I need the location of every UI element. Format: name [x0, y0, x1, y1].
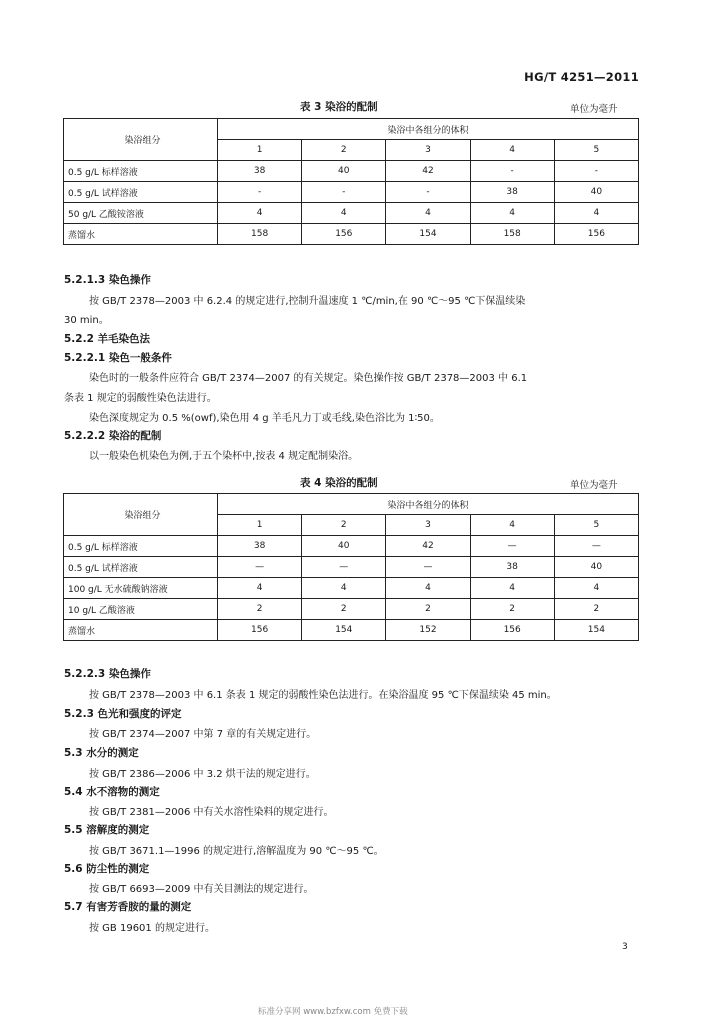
- table-row: [64, 224, 639, 245]
- table4-cell: —: [470, 536, 554, 557]
- table3-cell: 4: [470, 203, 554, 224]
- table4-col: 4: [470, 515, 554, 536]
- table4-row-label: 100 g/L 无水硫酸钠溶液: [64, 578, 218, 599]
- table4-col: 1: [218, 515, 302, 536]
- table3-cell: 154: [386, 224, 470, 245]
- section-5-2-2-3-title: 5.2.2.3 染色操作: [64, 668, 151, 680]
- table3-cell: -: [302, 182, 386, 203]
- table4-cell: 2: [386, 599, 470, 620]
- section-5-2-2-title: 5.2.2 羊毛染色法: [64, 333, 151, 345]
- table4-caption: 表 4 染浴的配制: [300, 477, 378, 489]
- standard-number: HG/T 4251—2011: [524, 70, 639, 84]
- section-5-6-text: 按 GB/T 6693—2009 中有关目测法的规定进行。: [89, 884, 314, 895]
- table-row: [64, 182, 639, 203]
- table4-cell: 42: [386, 536, 470, 557]
- section-5-5-text: 按 GB/T 3671.1—1996 的规定进行,溶解温度为 90 ℃～95 ℃。: [89, 846, 384, 857]
- table-row: [64, 161, 639, 182]
- section-5-7-text: 按 GB 19601 的规定进行。: [89, 923, 215, 934]
- table3-cell: 42: [386, 161, 470, 182]
- table4-cell: 156: [218, 620, 302, 641]
- table3-cell: 40: [302, 161, 386, 182]
- table4-cell: 4: [386, 578, 470, 599]
- table4-cell: 156: [470, 620, 554, 641]
- section-5-7-title: 5.7 有害芳香胺的量的测定: [64, 901, 192, 913]
- section-5-4-title: 5.4 水不溶物的测定: [64, 786, 160, 798]
- section-5-2-3-title: 5.2.3 色光和强度的评定: [64, 708, 182, 720]
- table3-cell: -: [218, 182, 302, 203]
- table4-row-label: 0.5 g/L 标样溶液: [64, 536, 218, 557]
- table3-col: 5: [554, 140, 638, 161]
- table4-cell: 4: [554, 578, 638, 599]
- section-5-2-1-3-text-cont: 30 min。: [64, 315, 109, 326]
- section-5-6-title: 5.6 防尘性的测定: [64, 863, 150, 875]
- table3-cell: 158: [218, 224, 302, 245]
- section-5-2-1-3-title: 5.2.1.3 染色操作: [64, 274, 151, 286]
- section-5-4-text: 按 GB/T 2381—2006 中有关水溶性染料的规定进行。: [89, 807, 334, 818]
- section-5-2-2-1-text: 染色时的一般条件应符合 GB/T 2374—2007 的有关规定。染色操作按 GB/T 2378—2003 中 6.1: [89, 373, 528, 384]
- table4-cell: 4: [302, 578, 386, 599]
- table4-cell: 154: [554, 620, 638, 641]
- table3-caption: 表 3 染浴的配制: [300, 101, 378, 113]
- table3-cell: -: [554, 161, 638, 182]
- section-5-3-text: 按 GB/T 2386—2006 中 3.2 烘干法的规定进行。: [89, 769, 316, 780]
- table4-cell: 2: [470, 599, 554, 620]
- table4: [63, 493, 639, 641]
- table4-cell: 40: [554, 557, 638, 578]
- table3-cell: 156: [554, 224, 638, 245]
- table4-cell: 2: [218, 599, 302, 620]
- table4-col: 2: [302, 515, 386, 536]
- section-5-3-title: 5.3 水分的测定: [64, 747, 139, 759]
- section-5-2-2-1-text-2: 染色深度规定为 0.5 %(owf),染色用 4 g 羊毛凡力丁或毛线,染色浴比为 1∶50。: [89, 413, 440, 424]
- table3-cell: 4: [218, 203, 302, 224]
- table4-cell: 40: [302, 536, 386, 557]
- table3-cell: 4: [554, 203, 638, 224]
- table3: [63, 118, 639, 245]
- table-row: [64, 578, 639, 599]
- section-5-2-1-3-text: 按 GB/T 2378—2003 中 6.2.4 的规定进行,控制升温速度 1 ℃/min,在 90 ℃～95 ℃下保温续染: [89, 296, 526, 307]
- table3-cell: -: [470, 161, 554, 182]
- section-5-2-2-3-text: 按 GB/T 2378—2003 中 6.1 条表 1 规定的弱酸性染色法进行。在染浴温度 95 ℃下保温续染 45 min。: [89, 690, 557, 701]
- table3-col: 1: [218, 140, 302, 161]
- page-number: 3: [622, 942, 628, 952]
- section-5-2-2-1-text-cont: 条表 1 规定的弱酸性染色法进行。: [64, 393, 217, 404]
- table4-cell: 154: [302, 620, 386, 641]
- table3-cell: 156: [302, 224, 386, 245]
- table3-cell: 38: [218, 161, 302, 182]
- table3-row-label: 0.5 g/L 标样溶液: [64, 161, 218, 182]
- table3-col-header: 染浴组分: [64, 119, 218, 161]
- table4-group-header: 染浴中各组分的体积: [218, 494, 639, 515]
- table-row: [64, 203, 639, 224]
- table3-col: 2: [302, 140, 386, 161]
- table4-unit: 单位为毫升: [570, 480, 618, 491]
- table4-cell: —: [554, 536, 638, 557]
- table4-cell: 38: [470, 557, 554, 578]
- table4-cell: 4: [470, 578, 554, 599]
- table3-cell: 4: [302, 203, 386, 224]
- table3-row-label: 50 g/L 乙酸铵溶液: [64, 203, 218, 224]
- table3-cell: 40: [554, 182, 638, 203]
- table-row: [64, 599, 639, 620]
- table3-cell: 158: [470, 224, 554, 245]
- table4-row-label: 10 g/L 乙酸溶液: [64, 599, 218, 620]
- section-5-2-2-2-title: 5.2.2.2 染浴的配制: [64, 430, 162, 442]
- table-row: [64, 557, 639, 578]
- table4-cell: 4: [218, 578, 302, 599]
- table4-cell: —: [386, 557, 470, 578]
- footer-watermark: 标准分享网 www.bzfxw.com 免费下载: [258, 1007, 408, 1017]
- table4-cell: 2: [302, 599, 386, 620]
- table-row: [64, 536, 639, 557]
- table4-col-header: 染浴组分: [64, 494, 218, 536]
- table4-cell: —: [302, 557, 386, 578]
- table3-unit: 单位为毫升: [570, 104, 618, 115]
- section-5-2-2-2-text: 以一般染色机染色为例,于五个染杯中,按表 4 规定配制染浴。: [89, 451, 359, 462]
- table3-cell: 38: [470, 182, 554, 203]
- table4-col: 3: [386, 515, 470, 536]
- table3-col: 3: [386, 140, 470, 161]
- section-5-2-2-1-title: 5.2.2.1 染色一般条件: [64, 352, 172, 364]
- table3-cell: 4: [386, 203, 470, 224]
- section-5-2-3-text: 按 GB/T 2374—2007 中第 7 章的有关规定进行。: [89, 729, 317, 740]
- table3-row-label: 0.5 g/L 试样溶液: [64, 182, 218, 203]
- table4-cell: 2: [554, 599, 638, 620]
- table3-group-header: 染浴中各组分的体积: [218, 119, 639, 140]
- table4-row-label: 0.5 g/L 试样溶液: [64, 557, 218, 578]
- table4-cell: 38: [218, 536, 302, 557]
- section-5-5-title: 5.5 溶解度的测定: [64, 824, 150, 836]
- table3-row-label: 蒸馏水: [64, 224, 218, 245]
- table4-col: 5: [554, 515, 638, 536]
- table4-cell: 152: [386, 620, 470, 641]
- table3-cell: -: [386, 182, 470, 203]
- table3-col: 4: [470, 140, 554, 161]
- table-row: [64, 620, 639, 641]
- table4-row-label: 蒸馏水: [64, 620, 218, 641]
- table4-cell: —: [218, 557, 302, 578]
